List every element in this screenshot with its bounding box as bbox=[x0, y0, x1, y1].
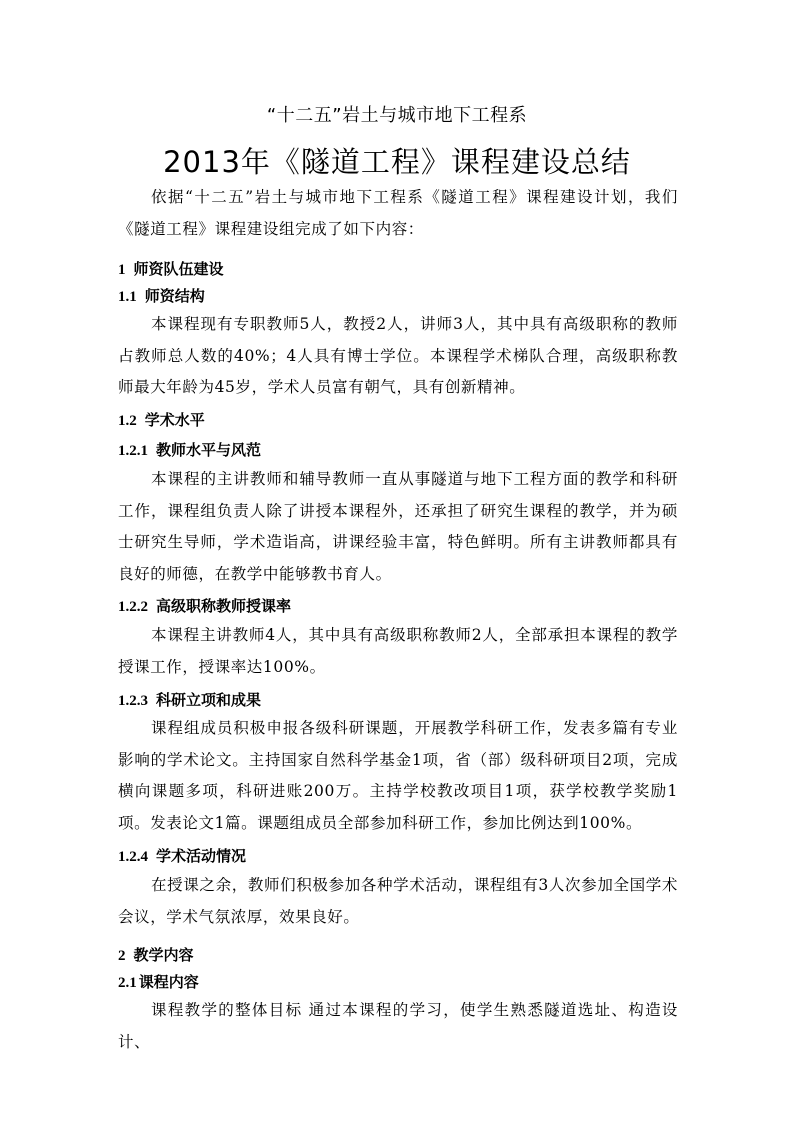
section-heading-1-2 bbox=[118, 409, 205, 430]
document-title: 2013年《隧道工程》课程建设总结 bbox=[163, 145, 631, 179]
section-heading-2-1 bbox=[118, 971, 199, 992]
paragraph-1-2-4: 在授课之余，教师们积极参加各种学术活动，课程组有3人次参加全国学术会议，学术气氛浓厚，效果良好。 bbox=[118, 876, 678, 926]
section-heading-1-2-4 bbox=[118, 845, 246, 866]
section-heading-1-2-3 bbox=[118, 689, 261, 710]
section-heading-1-1 bbox=[118, 285, 205, 306]
section-heading-1 bbox=[118, 258, 224, 279]
section-heading-1-2-1 bbox=[118, 439, 261, 460]
section-number: 1.2.3 bbox=[118, 693, 148, 709]
paragraph-1-2-3: 课程组成员积极申报各级科研课题，开展教学科研工作，发表多篇有专业影响的学术论文。主持国家自然科学基金1项，省（部）级科研项目2项，完成横向课题多项，科研进账200万。主持学校教改项目1项，获学校教学奖励1项。发表论文1篇。课题组成员全部参加科研工作，参加比例达到100%。 bbox=[118, 719, 678, 832]
section-number: 2 bbox=[118, 948, 126, 964]
section-number: 1.2.4 bbox=[118, 849, 148, 865]
section-heading-1-2-2 bbox=[118, 595, 291, 616]
paragraph-1-1: 本课程现有专职教师5人，教授2人，讲师3人，其中具有高级职称的教师占教师总人数的40%；4人具有博士学位。本课程学术梯队合理，高级职称教师最大年龄为45岁，学术人员富有朝气，具有创新精神。 bbox=[118, 315, 678, 396]
section-title: 科研立项和成果 bbox=[156, 691, 262, 709]
section-title: 教师水平与风范 bbox=[156, 441, 262, 459]
intro-paragraph: 依据“十二五”岩土与城市地下工程系《隧道工程》课程建设计划，我们《隧道工程》课程建设组完成了如下内容： bbox=[118, 188, 678, 238]
section-number: 1.2 bbox=[118, 413, 137, 429]
section-title: 学术活动情况 bbox=[156, 847, 247, 865]
section-title: 课程内容 bbox=[138, 973, 199, 991]
section-number: 1.1 bbox=[118, 289, 137, 305]
section-number: 2.1 bbox=[118, 975, 137, 991]
section-title: 教学内容 bbox=[133, 946, 194, 964]
section-heading-2 bbox=[118, 944, 194, 965]
paragraph-1-2-1: 本课程的主讲教师和辅导教师一直从事隧道与地下工程方面的教学和科研工作，课程组负责人除了讲授本课程外，还承担了研究生课程的教学，并为硕士研究生导师，学术造诣高，讲课经验丰富，特色鲜明。所有主讲教师都具有良好的师德，在教学中能够教书育人。 bbox=[118, 470, 678, 583]
section-title: 学术水平 bbox=[144, 411, 205, 429]
section-title: 高级职称教师授课率 bbox=[156, 597, 292, 615]
paragraph-1-2-2: 本课程主讲教师4人，其中具有高级职称教师2人，全部承担本课程的教学授课工作，授课率达100%。 bbox=[118, 626, 678, 676]
section-number: 1 bbox=[118, 262, 126, 278]
section-number: 1.2.1 bbox=[118, 443, 148, 459]
paragraph-2-1: 课程教学的整体目标 通过本课程的学习，使学生熟悉隧道选址、构造设计、 bbox=[118, 1001, 678, 1051]
section-number: 1.2.2 bbox=[118, 599, 148, 615]
document-subtitle: “十二五”岩土与城市地下工程系 bbox=[266, 105, 528, 126]
section-title: 师资队伍建设 bbox=[133, 260, 224, 278]
section-title: 师资结构 bbox=[144, 287, 205, 305]
